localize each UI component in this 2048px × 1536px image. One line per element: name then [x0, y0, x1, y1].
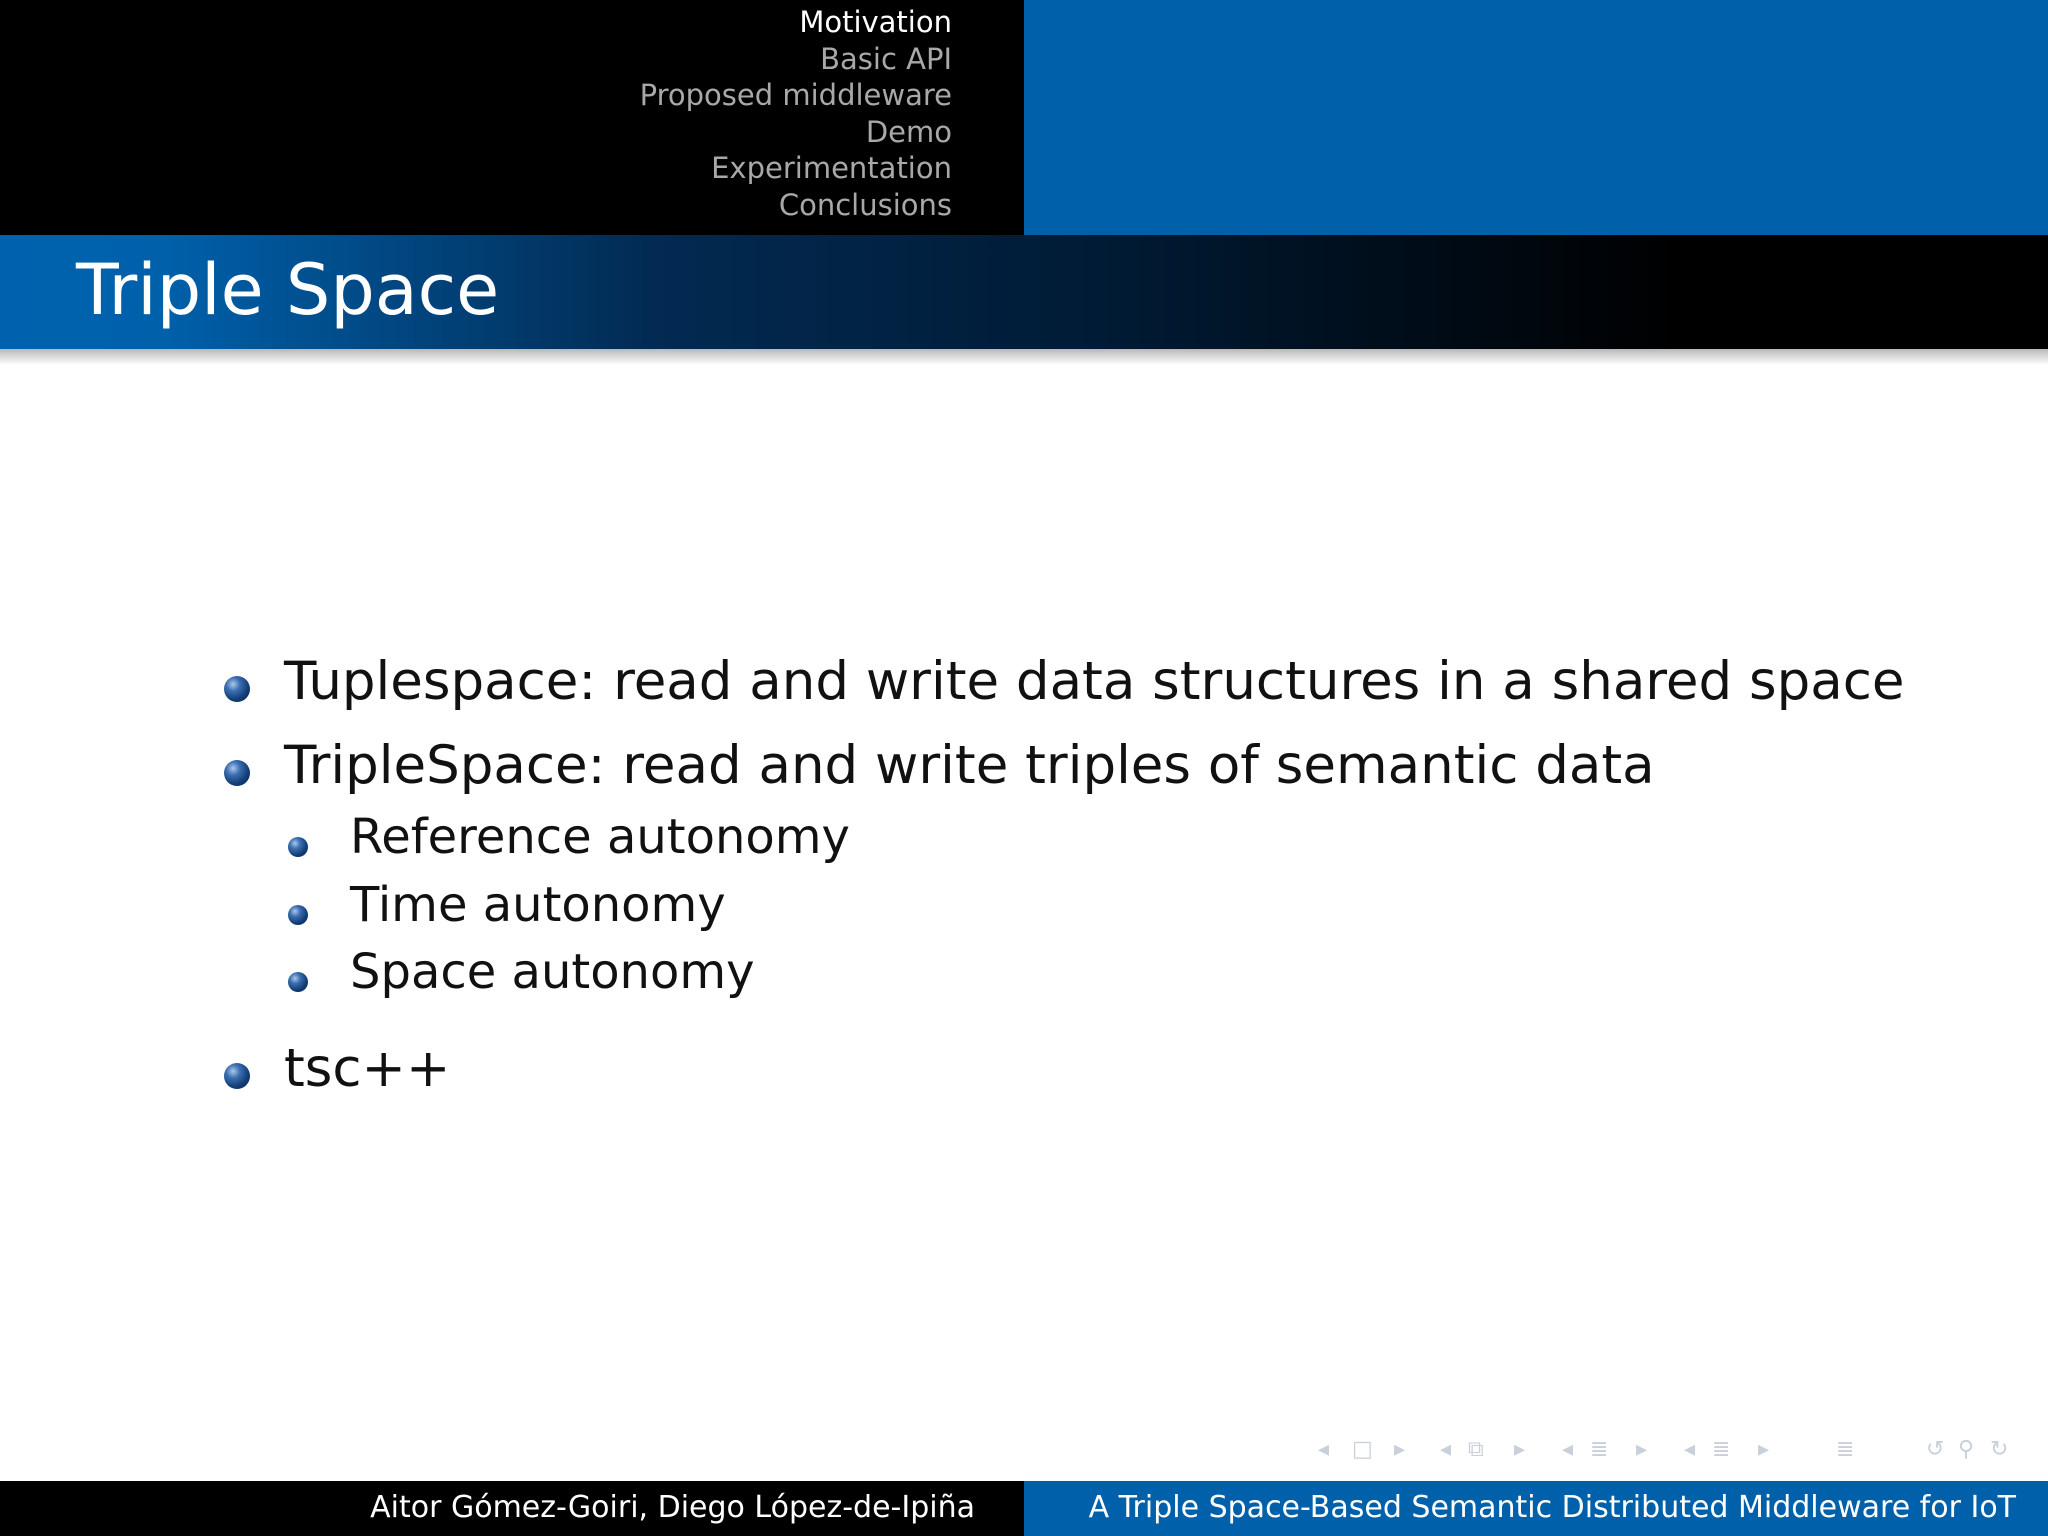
sub-bullet-item: [278, 804, 1978, 872]
nav-section-proposed-middleware[interactable]: Proposed middleware: [639, 78, 952, 113]
slide-title: Triple Space: [76, 249, 500, 331]
slide-content: [218, 650, 1978, 1101]
footer-right-panel: [1024, 1481, 2048, 1536]
nav-section-conclusions[interactable]: Conclusions: [778, 187, 952, 222]
bullet-text: Tuplespace: read and write data structures in a shared space: [284, 651, 1905, 712]
header-right-panel: [1024, 0, 2048, 235]
subsubsection-next-icon[interactable]: ▸: [1758, 1437, 1770, 1462]
ball-bullet-icon: [288, 905, 308, 925]
footer-left-panel: [0, 1481, 1024, 1536]
sub-bullet-list: [278, 804, 1978, 1007]
beamer-navigation-symbols: [1310, 1432, 2030, 1468]
title-bar-shadow: [0, 349, 2048, 365]
subsection-prev-icon[interactable]: ◂: [1440, 1437, 1452, 1462]
ball-bullet-icon: [288, 837, 308, 857]
ball-bullet-icon: [224, 1063, 250, 1089]
ball-bullet-icon: [224, 760, 250, 786]
nav-section-demo[interactable]: Demo: [865, 114, 952, 149]
section-prev-icon[interactable]: ◂: [1562, 1437, 1574, 1462]
subsubsection-icon[interactable]: ≣: [1712, 1437, 1731, 1462]
footer-authors: Aitor Gómez-Goiri, Diego López-de-Ipiña: [370, 1490, 975, 1525]
section-navigation: [640, 4, 952, 224]
nav-section-motivation[interactable]: Motivation: [799, 5, 952, 39]
undo-icon[interactable]: ↺: [1926, 1437, 1945, 1462]
nav-section-experimentation[interactable]: Experimentation: [711, 151, 952, 186]
sub-bullet-item: [278, 872, 1978, 940]
bullet-text: TripleSpace: read and write triples of semantic data: [284, 735, 1655, 796]
section-next-icon[interactable]: ▸: [1636, 1437, 1648, 1462]
subsection-icon[interactable]: ⧉: [1468, 1437, 1484, 1462]
ball-bullet-icon: [224, 676, 250, 702]
frame-next-icon[interactable]: ▸: [1394, 1437, 1406, 1462]
sub-bullet-item: [278, 939, 1978, 1007]
section-icon[interactable]: ≣: [1590, 1437, 1609, 1462]
frame-prev-icon[interactable]: ◂: [1318, 1437, 1330, 1462]
bullet-item-tsc: [218, 1037, 1978, 1101]
footer-talk-title: A Triple Space-Based Semantic Distributed Middleware for IoT: [1088, 1490, 2016, 1525]
toc-icon[interactable]: ≣: [1836, 1437, 1855, 1462]
sub-bullet-text: Reference autonomy: [350, 809, 850, 865]
header-left-panel: [0, 0, 1024, 235]
bullet-item-triplespace: [218, 734, 1978, 798]
redo-icon[interactable]: ↻: [1990, 1437, 2009, 1462]
subsubsection-prev-icon[interactable]: ◂: [1684, 1437, 1696, 1462]
sub-bullet-text: Space autonomy: [350, 944, 755, 1000]
ball-bullet-icon: [288, 972, 308, 992]
nav-section-basic-api[interactable]: Basic API: [820, 41, 952, 76]
bullet-item-tuplespace: [218, 650, 1978, 714]
search-icon[interactable]: ⚲: [1958, 1437, 1975, 1462]
bullet-text: tsc++: [284, 1037, 451, 1099]
subsection-next-icon[interactable]: ▸: [1514, 1437, 1526, 1462]
frame-icon[interactable]: □: [1352, 1437, 1373, 1462]
sub-bullet-text: Time autonomy: [350, 876, 726, 933]
